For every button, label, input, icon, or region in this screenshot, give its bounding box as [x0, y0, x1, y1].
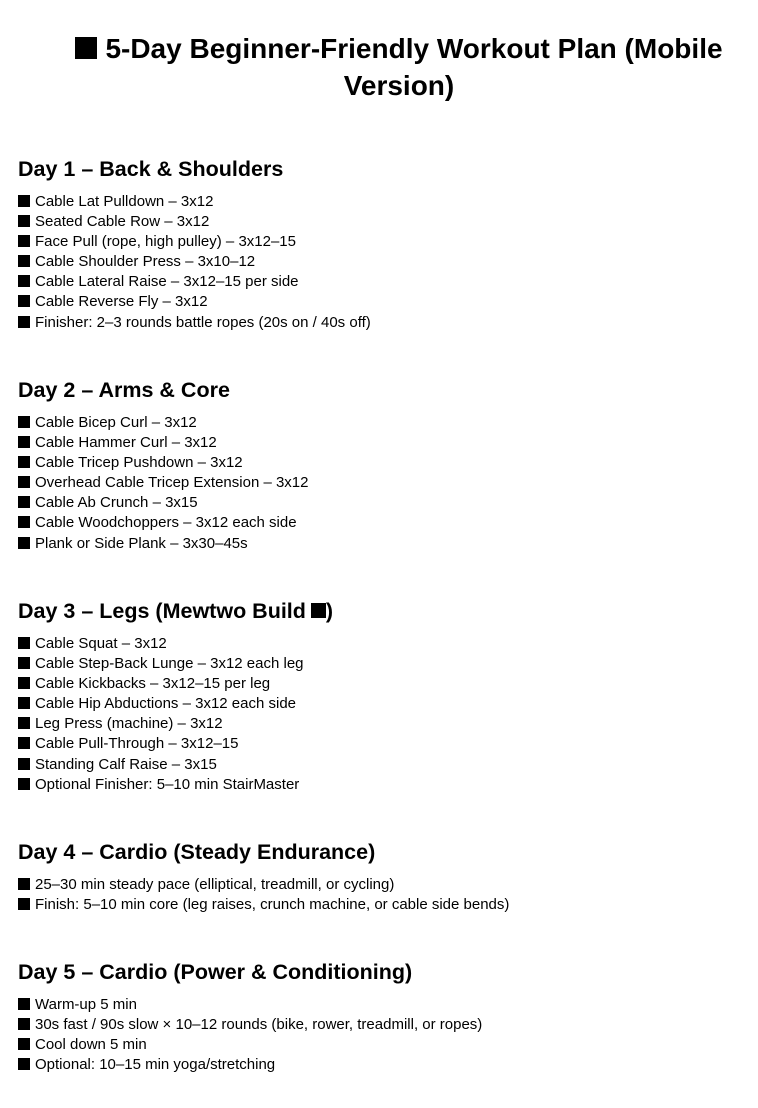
- list-item: Cable Hammer Curl – 3x12: [18, 433, 748, 453]
- square-bullet-icon: [18, 275, 30, 287]
- square-bullet-icon: [75, 37, 97, 59]
- day-3-heading: [18, 598, 748, 624]
- list-item: Cable Woodchoppers – 3x12 each side: [18, 513, 748, 533]
- list-item: Cable Lateral Raise – 3x12–15 per side: [18, 272, 748, 292]
- day-3-heading-suffix: ): [325, 599, 334, 623]
- day-5-heading: Day 5 – Cardio (Power & Conditioning): [18, 960, 413, 984]
- list-item: Optional: 10–15 min yoga/stretching: [18, 1055, 748, 1075]
- list-item: Cable Squat – 3x12: [18, 634, 748, 654]
- square-bullet-icon: [18, 316, 30, 328]
- list-item: Cable Pull-Through – 3x12–15: [18, 734, 748, 754]
- square-bullet-icon: [18, 496, 30, 508]
- list-item: Cable Reverse Fly – 3x12: [18, 292, 748, 312]
- square-bullet-icon: [18, 436, 30, 448]
- square-bullet-icon: [18, 195, 30, 207]
- day-1-section: [18, 156, 748, 333]
- square-bullet-icon: [18, 1038, 30, 1050]
- list-item: 30s fast / 90s slow × 10–12 rounds (bike, rower, treadmill, or ropes): [18, 1015, 748, 1035]
- day-4-exercise-list: [18, 875, 748, 915]
- list-item: Warm-up 5 min: [18, 995, 748, 1015]
- square-bullet-icon: [18, 737, 30, 749]
- day-4-section: [18, 839, 748, 915]
- square-bullet-icon: [18, 657, 30, 669]
- list-item: Finisher: 2–3 rounds battle ropes (20s on / 40s off): [18, 313, 748, 333]
- square-bullet-icon: [18, 1058, 30, 1070]
- square-bullet-icon: [18, 476, 30, 488]
- square-bullet-icon: [18, 898, 30, 910]
- list-item: Finish: 5–10 min core (leg raises, crunch machine, or cable side bends): [18, 895, 748, 915]
- list-item: Optional Finisher: 5–10 min StairMaster: [18, 775, 748, 795]
- page-title-text: 5-Day Beginner-Friendly Workout Plan (Mobile Version): [105, 33, 723, 101]
- list-item: Plank or Side Plank – 3x30–45s: [18, 534, 748, 554]
- day-3-heading-text: Day 3 – Legs (Mewtwo Build: [18, 599, 306, 623]
- list-item: Cable Hip Abductions – 3x12 each side: [18, 694, 748, 714]
- square-bullet-icon: [18, 998, 30, 1010]
- square-bullet-icon: [18, 235, 30, 247]
- day-5-section: [18, 959, 748, 1075]
- square-bullet-icon: [18, 255, 30, 267]
- square-emoji-icon: [311, 603, 326, 618]
- list-item: Cable Shoulder Press – 3x10–12: [18, 252, 748, 272]
- day-3-exercise-list: [18, 634, 748, 795]
- square-bullet-icon: [18, 1018, 30, 1030]
- square-bullet-icon: [18, 516, 30, 528]
- day-4-heading: Day 4 – Cardio (Steady Endurance): [18, 840, 376, 864]
- page-title: [30, 30, 758, 104]
- day-5-exercise-list: [18, 995, 748, 1075]
- square-bullet-icon: [18, 637, 30, 649]
- list-item: Seated Cable Row – 3x12: [18, 212, 748, 232]
- list-item: Cable Lat Pulldown – 3x12: [18, 192, 748, 212]
- square-bullet-icon: [18, 295, 30, 307]
- day-2-heading: Day 2 – Arms & Core: [18, 378, 230, 402]
- square-bullet-icon: [18, 697, 30, 709]
- list-item: Cable Tricep Pushdown – 3x12: [18, 453, 748, 473]
- day-2-section: [18, 377, 748, 554]
- square-bullet-icon: [18, 537, 30, 549]
- square-bullet-icon: [18, 416, 30, 428]
- list-item: Leg Press (machine) – 3x12: [18, 714, 748, 734]
- list-item: Cable Kickbacks – 3x12–15 per leg: [18, 674, 748, 694]
- square-bullet-icon: [18, 677, 30, 689]
- square-bullet-icon: [18, 717, 30, 729]
- list-item: 25–30 min steady pace (elliptical, treadmill, or cycling): [18, 875, 748, 895]
- square-bullet-icon: [18, 215, 30, 227]
- list-item: Face Pull (rope, high pulley) – 3x12–15: [18, 232, 748, 252]
- list-item: Cable Bicep Curl – 3x12: [18, 413, 748, 433]
- square-bullet-icon: [18, 778, 30, 790]
- list-item: Cable Step-Back Lunge – 3x12 each leg: [18, 654, 748, 674]
- square-bullet-icon: [18, 456, 30, 468]
- list-item: Cool down 5 min: [18, 1035, 748, 1055]
- list-item: Cable Ab Crunch – 3x15: [18, 493, 748, 513]
- day-1-heading: Day 1 – Back & Shoulders: [18, 157, 284, 181]
- list-item: Overhead Cable Tricep Extension – 3x12: [18, 473, 748, 493]
- day-2-exercise-list: [18, 413, 748, 554]
- day-3-section: [18, 598, 748, 795]
- day-1-exercise-list: [18, 192, 748, 333]
- square-bullet-icon: [18, 878, 30, 890]
- square-bullet-icon: [18, 758, 30, 770]
- list-item: Standing Calf Raise – 3x15: [18, 755, 748, 775]
